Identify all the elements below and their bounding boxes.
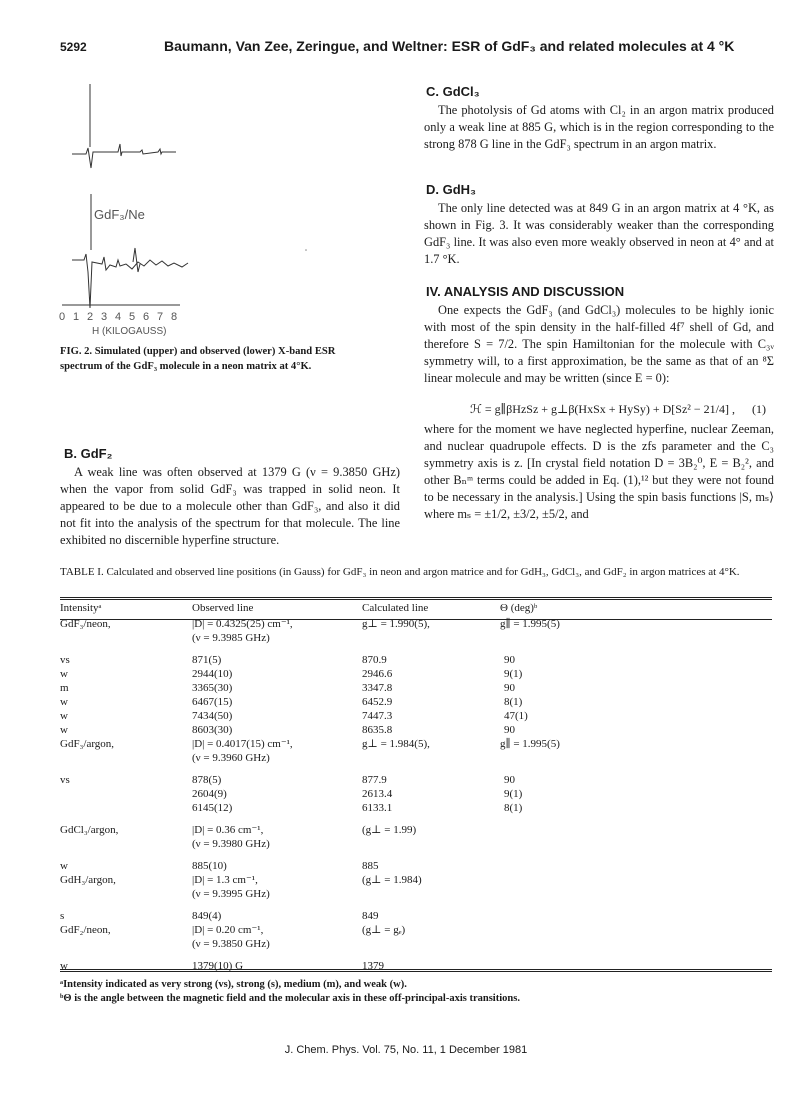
table-cell: [500, 873, 772, 887]
table-cell: [500, 815, 772, 823]
x-axis-ticks: [59, 311, 177, 323]
table-cell: [362, 851, 500, 859]
table-row: [60, 751, 772, 765]
table-cell: w: [60, 710, 68, 722]
table-cell: [362, 837, 500, 851]
table-cell: [60, 787, 192, 801]
table-cell: 2613.4: [362, 788, 393, 800]
table-cell: [60, 887, 192, 901]
table-row: [60, 851, 772, 859]
table-row: [60, 837, 772, 851]
table-cell: [192, 815, 362, 823]
table-cell: [500, 951, 772, 959]
table-cell: w: [60, 960, 68, 972]
table-cell: 9(1): [504, 668, 523, 680]
table-cell: [500, 923, 772, 937]
table-cell: [500, 887, 772, 901]
equation-number: (1): [752, 402, 766, 416]
table-cell: [60, 815, 192, 823]
table-row: [60, 937, 772, 951]
header-observed: Observed line: [192, 602, 254, 614]
table-cell: g∥ = 1.995(5): [500, 618, 560, 630]
table-cell: [500, 765, 772, 773]
section-text-analysis-1: One expects the GdF₃ (and GdCl₃) molecules to be highly ionic with most of the spin density in the half-filled 4f⁷ shell of Gd, and therefore S = 7/2. The spin Hamiltonian for the molecule with C₃ᵥ symmetry will, to a first approximation, be the same as that of an ⁸Σ linear molecule and may be written (since E = 0):: [424, 303, 774, 385]
x-tick-label: 2: [87, 311, 94, 323]
table-cell: [500, 901, 772, 909]
table-cell: m: [60, 682, 69, 694]
table-row: [60, 681, 772, 695]
x-tick-label: 6: [143, 311, 150, 323]
table-cell: [362, 751, 500, 765]
x-tick-label: 8: [171, 311, 178, 323]
section-text-gdcl3: The photolysis of Gd atoms with Cl₂ in an argon matrix produced only a weak line at 885 G, which is in the region corresponding to the strong 878 G line in the GdF₃ spectrum in an argon matrix.: [424, 103, 774, 151]
table-cell: (g⊥ = gₑ): [362, 924, 406, 936]
table-row: [60, 859, 772, 873]
section-text-gdf2: A weak line was often observed at 1379 G (ν = 9.3850 GHz) when the vapor from solid GdF₃ was trapped in solid neon. It appeared to be due to a molecule other than GdF₃, and also it did not fit into the analysis of the spectrum for that molecule. The line exhibited no discernible hyperfine structure.: [60, 465, 400, 547]
table-cell: g⊥ = 1.984(5),: [362, 738, 430, 750]
table-cell: s: [60, 910, 65, 922]
table-cell: 870.9: [362, 654, 387, 666]
table-cell: 7447.3: [362, 710, 393, 722]
table-cell: 3365(30): [192, 682, 233, 694]
table-cell: 885: [362, 860, 379, 872]
table-cell: 90: [504, 682, 515, 694]
header-intensity: Intensityᵃ: [60, 602, 102, 614]
table-cell: [362, 645, 500, 653]
section-heading-gdf2: B. GdF₂: [64, 446, 113, 461]
table-cell: GdF₃/argon,: [60, 738, 115, 750]
table-cell: |D| = 0.4325(25) cm⁻¹,: [192, 618, 293, 630]
table-cell: [362, 901, 500, 909]
x-tick-label: 5: [129, 311, 136, 323]
table-cell: [60, 901, 192, 909]
table-cell: 1379: [362, 960, 384, 972]
table-cell: 2604(9): [192, 788, 227, 800]
table-cell: [362, 951, 500, 959]
table-cell: 8603(30): [192, 724, 233, 736]
table-row: [60, 773, 772, 787]
table-cell: 6145(12): [192, 802, 233, 814]
table-row: [60, 801, 772, 815]
table-cell: 6467(15): [192, 696, 233, 708]
table-cell: [60, 645, 192, 653]
table-cell: w: [60, 696, 68, 708]
table-cell: [500, 645, 772, 653]
table-cell: [500, 909, 772, 923]
table-cell: (g⊥ = 1.984): [362, 874, 422, 886]
table-cell: (ν = 9.3995 GHz): [192, 888, 270, 900]
esr-spectrum-plot: [58, 72, 358, 347]
table-row: [60, 737, 772, 751]
table-cell: [60, 751, 192, 765]
table-cell: (ν = 9.3985 GHz): [192, 632, 270, 644]
table-row: [60, 631, 772, 645]
header-theta: Θ (deg)ᵇ: [500, 602, 538, 614]
table-row: [60, 873, 772, 887]
table-cell: 6133.1: [362, 802, 393, 814]
table-cell: (ν = 9.3850 GHz): [192, 938, 270, 950]
table-caption: TABLE I. Calculated and observed line positions (in Gauss) for GdF₃ in neon and argon matrice and for GdH₃, GdCl₃, and GdF₂ in argon matrices at 4°K.: [60, 566, 740, 578]
x-tick-label: 7: [157, 311, 164, 323]
table-cell: |D| = 1.3 cm⁻¹,: [192, 874, 258, 886]
table-row: [60, 787, 772, 801]
table-cell: [362, 765, 500, 773]
x-axis-label: H (KILOGAUSS): [92, 326, 167, 337]
table-cell: [192, 951, 362, 959]
section-heading-analysis: IV. ANALYSIS AND DISCUSSION: [426, 284, 625, 299]
table-cell: 3347.8: [362, 682, 393, 694]
running-title: Baumann, Van Zee, Zeringue, and Weltner: ESR of GdF₃ and related molecules at 4 °K: [164, 38, 735, 54]
x-tick-label: 3: [101, 311, 108, 323]
table-row: [60, 723, 772, 737]
table-row: [60, 887, 772, 901]
table-cell: [60, 631, 192, 645]
table-row: [60, 695, 772, 709]
table-cell: 877.9: [362, 774, 387, 786]
table-cell: [362, 631, 500, 645]
table-cell: 8635.8: [362, 724, 393, 736]
table-cell: vs: [60, 654, 70, 666]
table-cell: [500, 937, 772, 951]
section-heading-gdcl3: C. GdCl₃: [426, 84, 480, 99]
table-cell: (ν = 9.3960 GHz): [192, 752, 270, 764]
table-cell: GdF₂/neon,: [60, 924, 111, 936]
table-cell: w: [60, 724, 68, 736]
table-cell: 90: [504, 654, 515, 666]
table-cell: [500, 631, 772, 645]
table-row: [60, 815, 772, 823]
table-row: [60, 653, 772, 667]
figure-caption: FIG. 2. Simulated (upper) and observed (lower) X-band ESR spectrum of the GdF₃ molecule in a neon matrix at 4°K.: [60, 346, 336, 372]
table-row: [60, 709, 772, 723]
table-cell: GdF₃/neon,: [60, 618, 111, 630]
section-text-analysis-2: where for the moment we have neglected hyperfine, nuclear Zeeman, and nuclear quadrupole effects. D is the zfs parameter and the C₃ symmetry axis is z. [In crystal field notation D = 3B₂⁰, E = B₂², and other Bₙᵐ terms could be added in Eq. (1),¹² but they were not found to be necessary in the analysis.] Using the spin basis functions |S, mₛ⟩ where mₛ = ±1/2, ±3/2, ±5/2, and: [424, 422, 774, 521]
table-cell: 849(4): [192, 910, 222, 922]
table-cell: [192, 765, 362, 773]
table-row: [60, 765, 772, 773]
page-number: 5292: [60, 40, 87, 54]
table-cell: 8(1): [504, 696, 523, 708]
table-cell: |D| = 0.4017(15) cm⁻¹,: [192, 738, 293, 750]
x-tick-label: 4: [115, 311, 122, 323]
table-cell: 1379(10) G: [192, 960, 244, 972]
table-1: [60, 600, 772, 973]
table-cell: |D| = 0.20 cm⁻¹,: [192, 924, 264, 936]
table-cell: [500, 851, 772, 859]
table-cell: [500, 823, 772, 837]
table-cell: [500, 837, 772, 851]
table-cell: [500, 751, 772, 765]
x-tick-label: 0: [59, 311, 66, 323]
table-row: [60, 923, 772, 937]
table-cell: [60, 951, 192, 959]
table-cell: 885(10): [192, 860, 227, 872]
table-cell: [192, 901, 362, 909]
table-row: [60, 909, 772, 923]
table-cell: 878(5): [192, 774, 222, 786]
header-calculated: Calculated line: [362, 602, 429, 614]
figure-2: [58, 72, 358, 347]
table-cell: |D| = 0.36 cm⁻¹,: [192, 824, 264, 836]
table-cell: 90: [504, 774, 515, 786]
table-cell: [60, 765, 192, 773]
table-cell: 871(5): [192, 654, 222, 666]
table-cell: 7434(50): [192, 710, 233, 722]
table-cell: 9(1): [504, 788, 523, 800]
table-cell: g∥ = 1.995(5): [500, 738, 560, 750]
table-cell: 47(1): [504, 710, 528, 722]
table-cell: 8(1): [504, 802, 523, 814]
x-tick-label: 1: [73, 311, 80, 323]
table-cell: [192, 851, 362, 859]
table-cell: [362, 815, 500, 823]
journal-footer: J. Chem. Phys. Vol. 75, No. 11, 1 December 1981: [284, 1044, 528, 1056]
table-cell: [192, 645, 362, 653]
table-row: [60, 823, 772, 837]
table-header-row: [60, 600, 772, 617]
table-cell: 6452.9: [362, 696, 393, 708]
equation-1: ℋ = g∥βHzSz + g⊥β(HxSx + HySy) + D[Sz² − 21/4] ,: [470, 402, 735, 416]
table-footnote-a: ᵃIntensity indicated as very strong (vs), strong (s), medium (m), and weak (w).: [60, 979, 407, 990]
table-cell: GdCl₃/argon,: [60, 824, 119, 836]
table-cell: 90: [504, 724, 515, 736]
table-row: [60, 951, 772, 959]
table-cell: [362, 887, 500, 901]
table-cell: 849: [362, 910, 379, 922]
table-cell: (g⊥ = 1.99): [362, 824, 417, 836]
table-row: [60, 645, 772, 653]
section-text-gdh3: The only line detected was at 849 G in an argon matrix at 4 °K, as shown in Fig. 3. It was considerably weaker than the corresponding GdF₃ line. It was also even more weakly observed in neon at 4° and at 1.7 °K.: [424, 201, 774, 266]
section-heading-gdh3: D. GdH₃: [426, 182, 477, 197]
table-cell: 2946.6: [362, 668, 393, 680]
table-cell: [60, 937, 192, 951]
table-cell: 2944(10): [192, 668, 233, 680]
table-cell: w: [60, 860, 68, 872]
table-cell: [500, 859, 772, 873]
table-cell: vs: [60, 774, 70, 786]
table-row: [60, 901, 772, 909]
table-cell: g⊥ = 1.990(5),: [362, 618, 430, 630]
table-row: [60, 667, 772, 681]
table-cell: w: [60, 668, 68, 680]
table-footnote-b: ᵇΘ is the angle between the magnetic field and the molecular axis in these off-principal-axis transitions.: [60, 993, 520, 1004]
table-cell: [60, 851, 192, 859]
table-cell: GdH₃/argon,: [60, 874, 116, 886]
table-cell: [60, 837, 192, 851]
panel-label: GdF₃/Ne: [94, 207, 145, 222]
table-cell: (ν = 9.3980 GHz): [192, 838, 270, 850]
table-cell: [362, 937, 500, 951]
table-cell: [60, 801, 192, 815]
